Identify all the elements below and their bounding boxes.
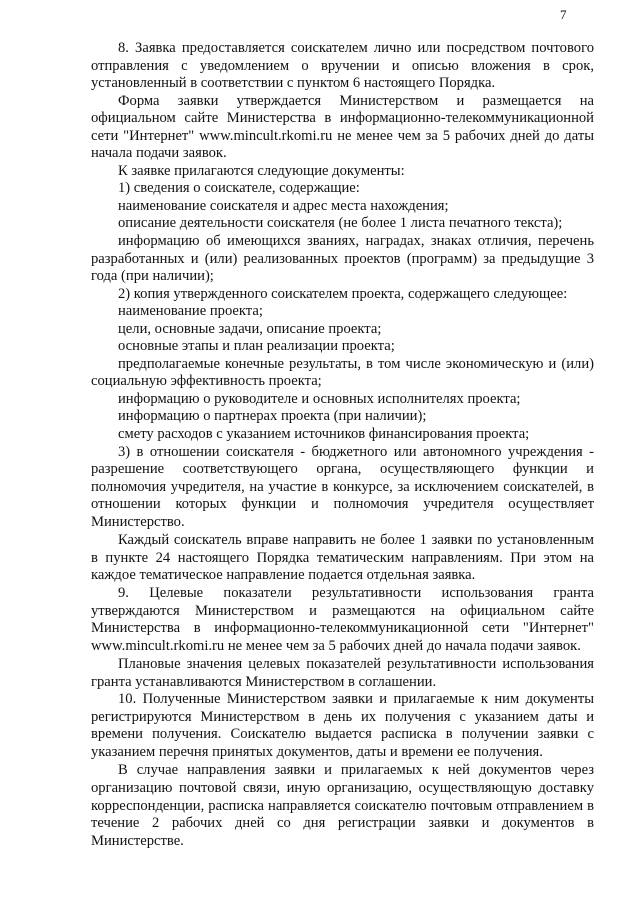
paragraph-postal-delivery: В случае направления заявки и прилагаемых к ней документов через организацию почтовой связи, иную организацию, осуществляющую доставку корреспонденции, расписка направляется соискателю почтовым отправлением в течение 2 рабочих дней со дня регистрации заявки и документов в Министерстве. xyxy=(91,762,594,849)
list-item-awards-projects: информацию об имеющихся званиях, наградах, знаках отличия, перечень разработанных и (или) реализованных проектов (программ) за предыдущие 3 года (при наличии); xyxy=(91,233,594,285)
list-item-expected-results: предполагаемые конечные результаты, в том числе экономическую и (или) социальную эффективность проекта; xyxy=(91,355,594,390)
list-item-permission: 3) в отношении соискателя - бюджетного или автономного учреждения - разрешение соответствующего органа, осуществляющего функции и полномочия учредителя, на участие в конкурсе, за исключением соискателей, в отношении которых функции и полномочия учредителя осуществляет Министерство. xyxy=(91,443,594,530)
list-item-project-leader: информацию о руководителе и основных исполнителях проекта; xyxy=(118,390,521,407)
paragraph-documents-intro: К заявке прилагаются следующие документы: xyxy=(118,162,405,179)
paragraph-8-submission: 8. Заявка предоставляется соискателем лично или посредством почтового отправления с уведомлением о вручении и описью вложения в срок, установленный в соответствии с пунктом 6 настоящего Порядка. xyxy=(91,40,594,92)
list-item-project-goals: цели, основные задачи, описание проекта; xyxy=(118,320,382,337)
list-item-activity-description: описание деятельности соискателя (не более 1 листа печатного текста); xyxy=(118,215,563,232)
list-item-project-stages: основные этапы и план реализации проекта; xyxy=(118,338,395,355)
page-number: 7 xyxy=(560,7,567,22)
list-item-project-name: наименование проекта; xyxy=(118,303,263,320)
list-item-project-partners: информацию о партнерах проекта (при наличии); xyxy=(118,408,427,425)
paragraph-application-limit: Каждый соискатель вправе направить не более 1 заявки по установленным в пункте 24 настоящего Порядка тематическим направлениям. При этом на каждое тематическое направление подается отдельная заявка. xyxy=(91,532,594,584)
list-item-applicant-info: 1) сведения о соискателе, содержащие: xyxy=(118,180,360,197)
paragraph-10-registration: 10. Полученные Министерством заявки и прилагаемые к ним документы регистрируются Министерством в день их получения с указанием даты и времени получения. Соискателю выдается расписка в получении заявки с указанием перечня принятых документов, даты и времени ее получения. xyxy=(91,691,594,760)
paragraph-application-form: Форма заявки утверждается Министерством и размещается на официальном сайте Министерства в информационно-телекоммуникационной сети "Интернет" www.mincult.rkomi.ru не менее чем за 5 рабочих дней до даты начала подачи заявок. xyxy=(91,92,594,162)
list-item-applicant-name: наименование соискателя и адрес места нахождения; xyxy=(118,197,449,214)
document-body xyxy=(91,40,594,850)
list-item-budget-estimate: смету расходов с указанием источников финансирования проекта; xyxy=(118,426,530,443)
paragraph-planned-values: Плановые значения целевых показателей результативности использования гранта устанавливаются Министерством в соглашении. xyxy=(91,656,594,690)
paragraph-9-target-indicators: 9. Целевые показатели результативности использования гранта утверждаются Министерством и размещаются на официальном сайте Министерства в информационно-телекоммуникационной сети "Интернет" www.mincult.rkomi.ru не менее чем за 5 рабочих дней до начала подачи заявок. xyxy=(91,584,594,654)
list-item-project-copy: 2) копия утвержденного соискателем проекта, содержащего следующее: xyxy=(118,285,568,302)
